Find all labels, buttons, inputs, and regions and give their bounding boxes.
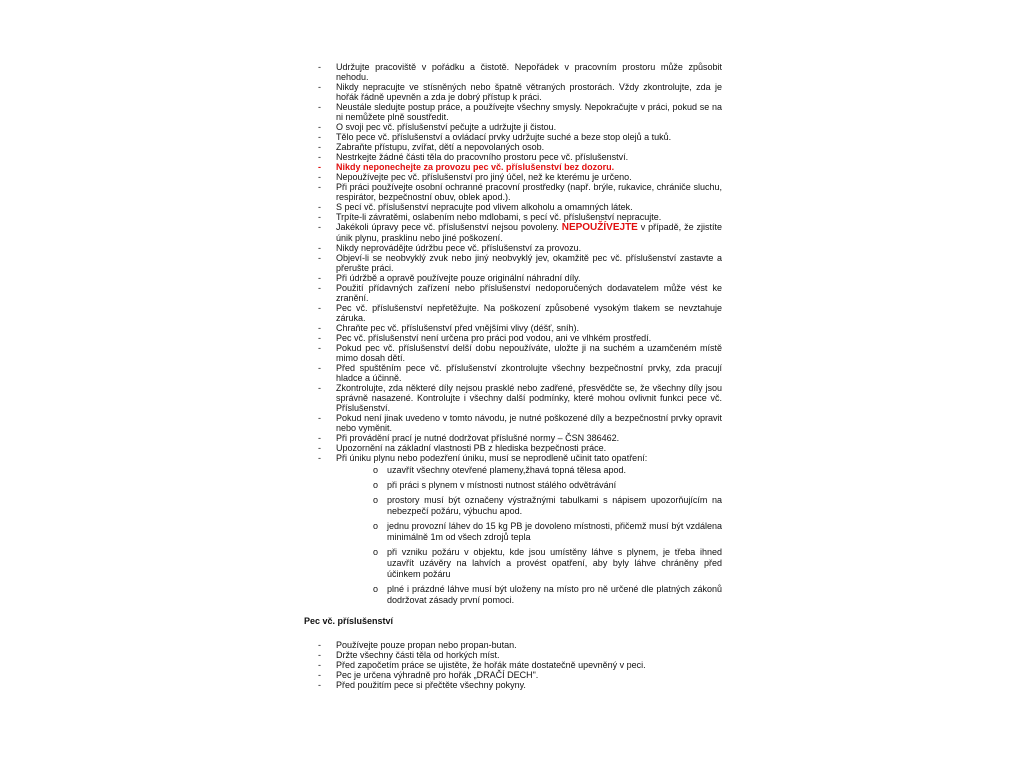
modification-emphasis: NEPOUŽÍVEJTE: [561, 222, 638, 233]
section-heading: Pec vč. příslušenství: [304, 616, 394, 626]
list-item: - Před spuštěním pece vč. příslušenství zkontrolujte všechny bezpečnostní prvky, zda pracují hladce a účinně.: [304, 363, 722, 383]
list-item: - Pec vč. příslušenství nepřetěžujte. Na poškození způsobené vysokým tlakem se nevztahuje záruka.: [304, 303, 722, 323]
leak-intro: Při úniku plynu nebo podezření úniku, musí se neprodleně učinit tato opatření:: [336, 453, 648, 463]
list-item-leak: [304, 453, 722, 606]
list-item: - Při údržbě a opravě používejte pouze originální náhradní díly.: [304, 273, 722, 283]
sub-list-item: o při práci s plynem v místnosti nutnost stálého odvětrávání: [336, 480, 722, 491]
list-item: - O svoji pec vč. příslušenství pečujte a udržujte ji čistou.: [304, 122, 722, 132]
list-item: - Při práci používejte osobní ochranné pracovní prostředky (např. brýle, rukavice, chrániče sluchu, respirátor, bezpečnostní obuv, oblek apod.).: [304, 182, 722, 202]
list-item-modification: [304, 222, 722, 243]
list-item: - Před započetím práce se ujistěte, že hořák máte dostatečně upevněný v peci.: [304, 660, 722, 670]
list-item: - Pec je určena výhradně pro hořák „DRAČÍ DECH".: [304, 670, 722, 680]
list-item-warning: - Nikdy neponechejte za provozu pec vč. příslušenství bez dozoru.: [304, 162, 722, 172]
list-item: - Nepoužívejte pec vč. příslušenství pro jiný účel, než ke kterému je určeno.: [304, 172, 722, 182]
document-page: [304, 62, 722, 690]
list-item: - Pec vč. příslušenství není určena pro práci pod vodou, ani ve vlhkém prostředí.: [304, 333, 722, 343]
list-item: - Zkontrolujte, zda některé díly nejsou prasklé nebo zadřené, přesvědčte se, že všechny díly jsou správně nasazené. Kontrolujte i všechny další podmínky, které mohou ovlivnit funkci pece vč. Příslušenství.: [304, 383, 722, 413]
sub-list-item: o uzavřít všechny otevřené plameny,žhavá topná tělesa apod.: [336, 465, 722, 476]
list-item: - Zabraňte přístupu, zvířat, dětí a nepovolaných osob.: [304, 142, 722, 152]
sub-list-item: o plné i prázdné láhve musí být uloženy na místo pro ně určené dle platných zákonů dodržovat zásady první pomoci.: [336, 584, 722, 606]
safety-instructions-list: [304, 62, 722, 606]
list-item: - Používejte pouze propan nebo propan-butan.: [304, 640, 722, 650]
list-item: - Držte všechny části těla od horkých míst.: [304, 650, 722, 660]
list-item: - S pecí vč. příslušenství nepracujte pod vlivem alkoholu a omamných látek.: [304, 202, 722, 212]
furnace-instructions-list: [304, 640, 722, 690]
list-item: - Použití přídavných zařízení nebo příslušenství nedoporučených dodavatelem může vést ke zranění.: [304, 283, 722, 303]
list-item: - Nestrkejte žádné části těla do pracovního prostoru pece vč. příslušenství.: [304, 152, 722, 162]
list-item: - Pokud není jinak uvedeno v tomto návodu, je nutné poškozené díly a bezpečnostní prvky opravit nebo vyměnit.: [304, 413, 722, 433]
leak-measures-list: [336, 465, 722, 606]
list-item: - Objeví-li se neobvyklý zvuk nebo jiný neobvyklý jev, okamžitě pec vč. příslušenství zastavte a přerušte práci.: [304, 253, 722, 273]
list-item: - Tělo pece vč. příslušenství a ovládací prvky udržujte suché a beze stop olejů a tuků.: [304, 132, 722, 142]
modification-prefix: Jakékoli úpravy pece vč. příslušenství nejsou povoleny.: [336, 222, 559, 232]
modification-suffix: v případě, že zjistíte únik plynu, prasklinu nebo jiné poškození.: [336, 222, 722, 243]
list-item: - Neustále sledujte postup práce, a používejte všechny smysly. Nepokračujte v práci, pokud se na ni nemůžete plně soustředit.: [304, 102, 722, 122]
list-item: - Při provádění prací je nutné dodržovat příslušné normy – ČSN 386462.: [304, 433, 722, 443]
list-item: - Před použitím pece si přečtěte všechny pokyny.: [304, 680, 722, 690]
list-item: - Nikdy neprovádějte údržbu pece vč. příslušenství za provozu.: [304, 243, 722, 253]
list-item: - Udržujte pracoviště v pořádku a čistotě. Nepořádek v pracovním prostoru může způsobit nehodu.: [304, 62, 722, 82]
list-item: - Upozornění na základní vlastnosti PB z hlediska bezpečnosti práce.: [304, 443, 722, 453]
sub-list-item: o jednu provozní láhev do 15 kg PB je dovoleno místnosti, přičemž musí být vzdálena minimálně 1m od všech zdrojů tepla: [336, 521, 722, 543]
sub-list-item: o při vzniku požáru v objektu, kde jsou umístěny láhve s plynem, je třeba ihned uzavřít uzávěry na lahvích a provést opatření, aby byly láhve chráněny před účinkem požáru: [336, 547, 722, 580]
list-item: - Pokud pec vč. příslušenství delší dobu nepoužíváte, uložte ji na suchém a uzamčeném místě mimo dosah dětí.: [304, 343, 722, 363]
list-item: - Trpíte-li závratěmi, oslabením nebo mdlobami, s pecí vč. příslušenství nepracujte.: [304, 212, 722, 222]
list-item: - Nikdy nepracujte ve stísněných nebo špatně větraných prostorách. Vždy zkontrolujte, zda je hořák řádně upevněn a zda je dobrý přístup k práci.: [304, 82, 722, 102]
sub-list-item: o prostory musí být označeny výstražnými tabulkami s nápisem upozorňujícím na nebezpečí požáru, výbuchu apod.: [336, 495, 722, 517]
list-item: - Chraňte pec vč. příslušenství před vnějšími vlivy (déšť, sníh).: [304, 323, 722, 333]
